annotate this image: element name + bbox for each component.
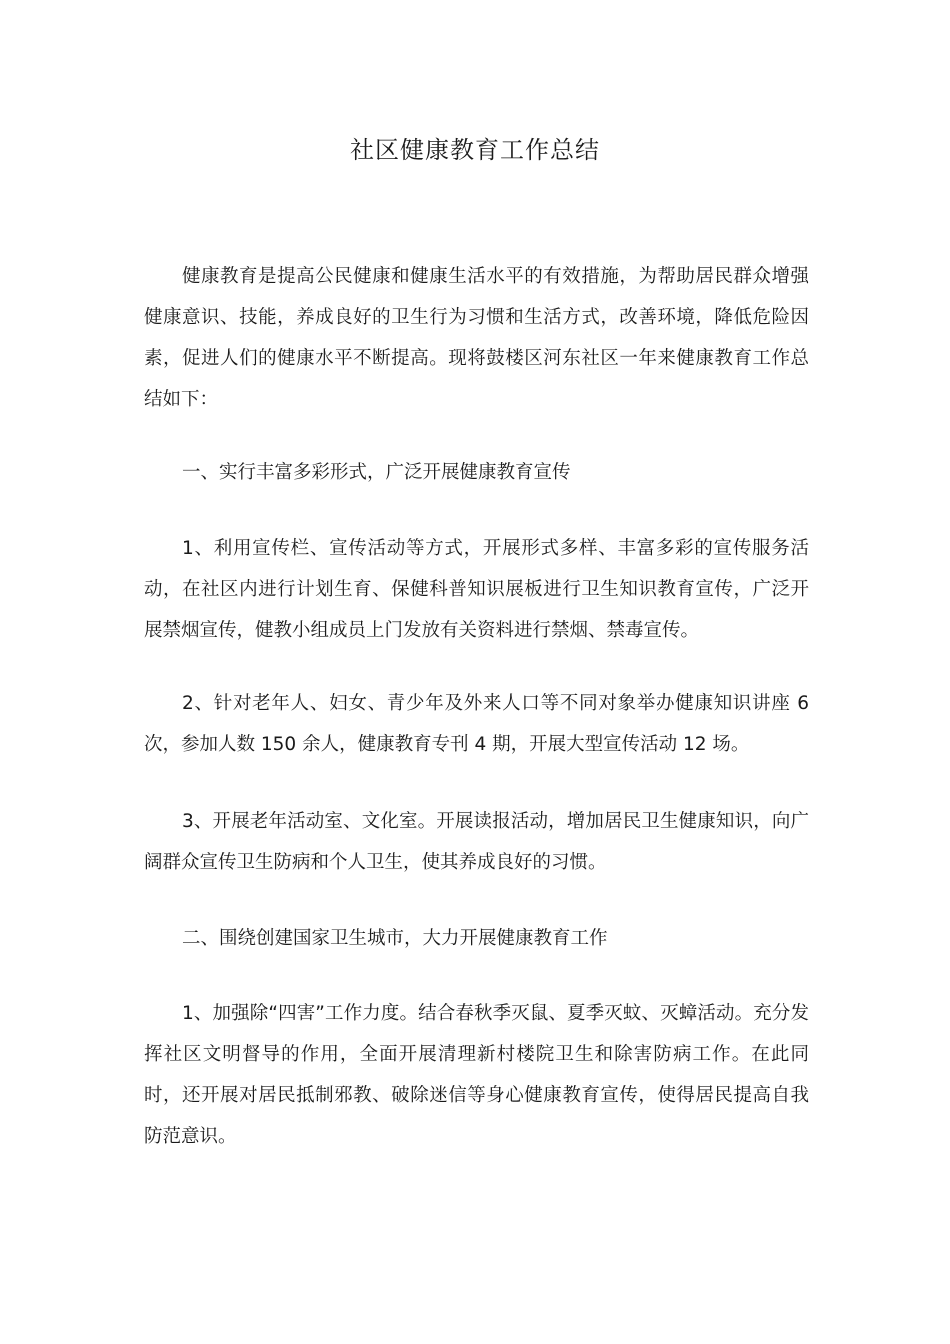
section-1-item-3: 3、开展老年活动室、文化室。开展读报活动，增加居民卫生健康知识，向广阔群众宣传卫生防病和个人卫生，使其养成良好的习惯。 — [144, 811, 809, 873]
section-heading-2: 二、围绕创建国家卫生城市，大力开展健康教育工作 — [182, 928, 608, 949]
section-1-item-2: 2、针对老年人、妇女、青少年及外来人口等不同对象举办健康知识讲座 6 次，参加人数 150 余人，健康教育专刊 4 期，开展大型宣传活动 12 场。 — [144, 693, 809, 755]
section-1-item-1: 1、利用宣传栏、宣传活动等方式，开展形式多样、丰富多彩的宣传服务活动，在社区内进行计划生育、保健科普知识展板进行卫生知识教育宣传，广泛开展禁烟宣传，健教小组成员上门发放有关资料进行禁烟、禁毒宣传。 — [144, 538, 809, 641]
section-2-item-1: 1、加强除“四害”工作力度。结合春秋季灭鼠、夏季灭蚊、灭蟑活动。充分发挥社区文明督导的作用，全面开展清理新村楼院卫生和除害防病工作。在此同时，还开展对居民抵制邪教、破除迷信等身心健康教育宣传，使得居民提高自我防范意识。 — [144, 1003, 809, 1147]
intro-paragraph: 健康教育是提高公民健康和健康生活水平的有效措施，为帮助居民群众增强健康意识、技能，养成良好的卫生行为习惯和生活方式，改善环境，降低危险因素，促进人们的健康水平不断提高。现将鼓楼区河东社区一年来健康教育工作总结如下： — [144, 266, 809, 410]
section-heading-1: 一、实行丰富多彩形式，广泛开展健康教育宣传 — [182, 462, 571, 483]
document-title: 社区健康教育工作总结 — [350, 136, 600, 164]
